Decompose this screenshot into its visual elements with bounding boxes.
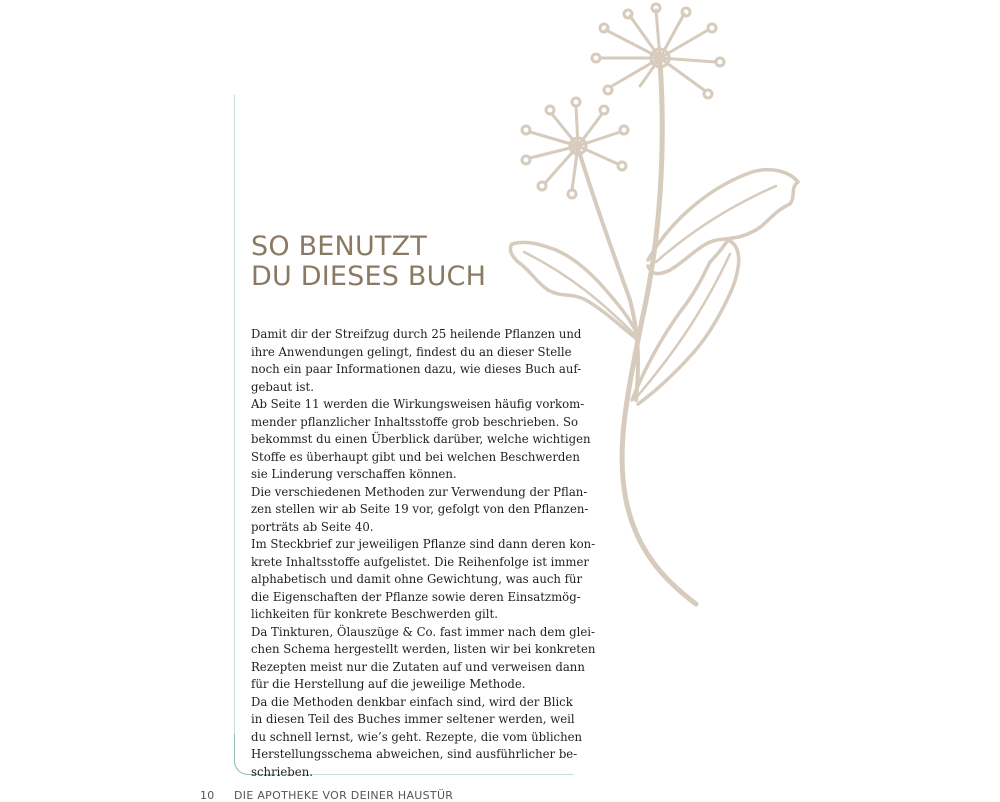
body-text-line: sie Linderung verschaffen können. xyxy=(251,467,457,481)
running-title: DIE APOTHEKE VOR DEINER HAUSTÜR xyxy=(234,789,454,802)
body-text-line: zen stellen wir ab Seite 19 vor, gefolgt von den Pflanzen- xyxy=(251,502,589,516)
body-text-line: du schnell lernst, wie’s geht. Rezepte, die vom üblichen xyxy=(251,729,583,744)
title-line-2: DU DIESES BUCH xyxy=(251,261,487,292)
body-text-line: Stoffe es überhaupt gibt und bei welchen Beschwerden xyxy=(251,449,580,464)
body-text-line: Die verschiedenen Methoden zur Verwendung der Pflan- xyxy=(251,484,588,499)
body-text-line: in diesen Teil des Buches immer seltener werden, weil xyxy=(251,712,575,726)
body-text-line: alphabetisch und damit ohne Gewichtung, was auch für xyxy=(251,572,583,586)
body-text-line: lichkeiten für konkrete Beschwerden gilt. xyxy=(251,607,498,621)
body-text-line: schrieben. xyxy=(251,764,313,779)
body-text-line: die Eigenschaften der Pflanze sowie deren Einsatzmög- xyxy=(251,589,581,604)
body-text-line: porträts ab Seite 40. xyxy=(251,519,374,534)
body-text-line: Da die Methoden denkbar einfach sind, wird der Blick xyxy=(251,694,573,709)
body-text-line: ihre Anwendungen gelingt, findest du an dieser Stelle xyxy=(251,344,572,359)
page-number: 10 xyxy=(200,789,215,802)
body-text-line: Ab Seite 11 werden die Wirkungsweisen häufig vorkom- xyxy=(251,397,585,411)
body-text xyxy=(251,326,596,781)
body-text-line: chen Schema hergestellt werden, listen wir bei konkreten xyxy=(251,642,596,656)
body-text-line: für die Herstellung auf die jeweilige Methode. xyxy=(251,677,526,691)
body-text-line: noch ein paar Informationen dazu, wie dieses Buch auf- xyxy=(251,362,582,376)
body-text-line: Herstellungsschema abweichen, sind ausführlicher be- xyxy=(251,747,578,761)
body-text-line: gebaut ist. xyxy=(251,379,314,394)
body-text-line: bekommst du einen Überblick darüber, welche wichtigen xyxy=(251,432,591,446)
body-text-line: mender pflanzlicher Inhaltsstoffe grob beschrieben. So xyxy=(251,414,579,429)
body-text-line: Da Tinkturen, Ölauszüge & Co. fast immer nach dem glei- xyxy=(251,624,595,639)
body-text-line: Im Steckbrief zur jeweiligen Pflanze sind dann deren kon- xyxy=(251,537,596,551)
title-line-1: SO BENUTZT xyxy=(251,231,427,262)
body-text-line: krete Inhaltsstoffe aufgelistet. Die Reihenfolge ist immer xyxy=(251,554,590,569)
body-text-line: Damit dir der Streifzug durch 25 heilende Pflanzen und xyxy=(251,327,582,341)
page-title xyxy=(251,232,486,292)
body-text-line: Rezepten meist nur die Zutaten auf und verweisen dann xyxy=(251,659,585,674)
